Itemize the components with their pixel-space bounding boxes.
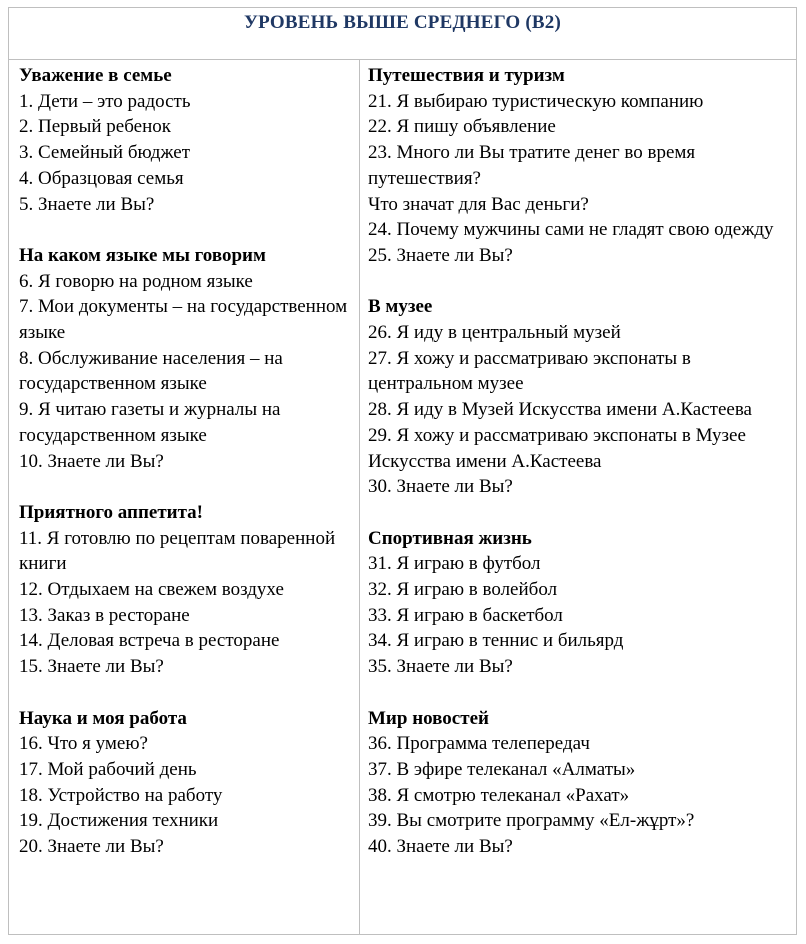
lesson-item: 13. Заказ в ресторане [19, 604, 190, 626]
lesson-item: 31. Я играю в футбол [368, 553, 541, 575]
lesson-item: 38. Я смотрю телеканал «Рахат» [368, 784, 630, 806]
topic-section [368, 526, 796, 680]
topic-section [19, 500, 359, 680]
lesson-item: 27. Я хожу и рассматриваю экспонаты в центральном музее [368, 347, 691, 395]
lesson-item: 11. Я готовлю по рецептам поваренной книги [19, 527, 336, 575]
lesson-item: Что значат для Вас деньги? [368, 193, 589, 215]
topic-title: Уважение в семье [19, 65, 172, 86]
lesson-item: 21. Я выбираю туристическую компанию [368, 90, 704, 112]
lesson-item: 25. Знаете ли Вы? [368, 244, 513, 266]
lesson-item: 32. Я играю в волейбол [368, 579, 558, 601]
lesson-item: 28. Я иду в Музей Искусства имени А.Кастеева [368, 399, 752, 421]
lesson-item: 39. Вы смотрите программу «Ел-жұрт»? [368, 810, 695, 832]
lesson-item: 5. Знаете ли Вы? [19, 193, 155, 215]
topic-title: В музее [368, 296, 433, 318]
lesson-item: 6. Я говорю на родном языке [19, 270, 253, 292]
lesson-item: 17. Мой рабочий день [19, 758, 197, 780]
topic-section [368, 63, 796, 269]
lesson-item: 7. Мои документы – на государственном языке [19, 296, 348, 344]
lesson-item: 19. Достижения техники [19, 810, 219, 832]
topic-title: Приятного аппетита! [19, 501, 204, 523]
topic-title: Путешествия и туризм [368, 65, 565, 86]
topic-section [19, 243, 359, 474]
lesson-item: 12. Отдыхаем на свежем воздухе [19, 579, 284, 601]
lesson-item: 1. Дети – это радость [19, 90, 191, 112]
topic-title: Наука и моя работа [19, 707, 187, 729]
topic-title: Спортивная жизнь [368, 527, 532, 549]
lesson-item: 3. Семейный бюджет [19, 142, 190, 164]
lesson-item: 40. Знаете ли Вы? [368, 836, 513, 858]
lesson-item: 2. Первый ребенок [19, 116, 171, 138]
topic-title: На каком языке мы говорим [19, 244, 266, 266]
lesson-item: 23. Много ли Вы тратите денег во время путешествия? [368, 142, 696, 189]
lesson-item: 18. Устройство на работу [19, 784, 223, 806]
lesson-item: 29. Я хожу и рассматриваю экспонаты в Музее Искусства имени А.Кастеева [368, 424, 746, 472]
lesson-item: 22. Я пишу объявление [368, 116, 556, 138]
lesson-item: 4. Образцовая семья [19, 167, 184, 189]
table-header [9, 8, 796, 60]
lesson-item: 20. Знаете ли Вы? [19, 836, 164, 858]
topic-section [368, 294, 796, 500]
lesson-item: 35. Знаете ли Вы? [368, 656, 513, 678]
table-body [9, 60, 796, 935]
lesson-item: 24. Почему мужчины сами не гладят свою одежду [368, 219, 774, 241]
lesson-item: 36. Программа телепередач [368, 733, 590, 755]
left-column [9, 60, 360, 935]
lesson-item: 30. Знаете ли Вы? [368, 476, 513, 498]
lesson-item: 16. Что я умею? [19, 733, 148, 755]
lesson-item: 34. Я играю в теннис и бильярд [368, 630, 624, 652]
lesson-item: 8. Обслуживание населения – на государственном языке [19, 347, 283, 395]
lesson-item: 14. Деловая встреча в ресторане [19, 630, 280, 652]
topic-section [19, 706, 359, 860]
lesson-item: 15. Знаете ли Вы? [19, 656, 164, 678]
curriculum-table [8, 7, 797, 935]
lesson-item: 33. Я играю в баскетбол [368, 604, 563, 626]
topic-title: Мир новостей [368, 707, 489, 729]
topic-section [19, 63, 359, 217]
lesson-item: 26. Я иду в центральный музей [368, 322, 621, 344]
lesson-item: 37. В эфире телеканал «Алматы» [368, 758, 636, 780]
lesson-item: 10. Знаете ли Вы? [19, 450, 164, 472]
lesson-item: 9. Я читаю газеты и журналы на государственном языке [19, 399, 281, 446]
level-title: УРОВЕНЬ ВЫШЕ СРЕДНЕГО (В2) [244, 12, 561, 33]
topic-section [368, 706, 796, 860]
right-column [360, 60, 796, 935]
